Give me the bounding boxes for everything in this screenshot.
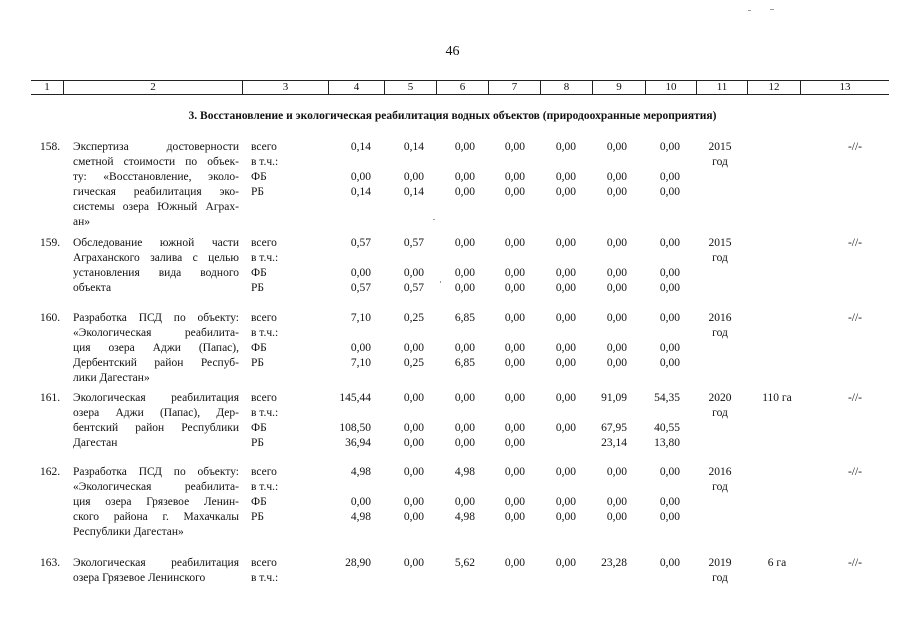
value-cell: 0,00: [659, 342, 680, 354]
value-cell: 0,00: [555, 141, 576, 153]
value-cell: 0,00: [606, 237, 627, 249]
column-header-1: 1: [44, 81, 50, 93]
description-line: объекта: [73, 282, 112, 294]
funding-label: ФБ: [251, 171, 267, 183]
column-header-4: 4: [328, 81, 384, 94]
funding-label: всего: [251, 141, 277, 153]
value-cell: [311, 251, 371, 266]
description-line: озера Аджи (Папас), Дер-: [73, 407, 239, 419]
value-cell: 0,00: [555, 186, 576, 198]
funding-label: в т.ч.:: [251, 572, 279, 584]
completion-year: [700, 236, 740, 266]
funding-label: РБ: [251, 357, 264, 369]
value-cell: 0,00: [659, 312, 680, 324]
value-cell: 6,85: [454, 357, 475, 369]
value-column-4: [311, 236, 371, 296]
value-cell: 0,00: [454, 437, 475, 449]
record-description: [73, 556, 239, 586]
value-cell: 0,57: [350, 282, 371, 294]
section-title: 3. Восстановление и экологическая реабилитация водных объектов (природоохранные мероприятия): [188, 110, 717, 122]
value-cell: 0,57: [350, 237, 371, 249]
value-cell: 0,00: [606, 357, 627, 369]
description-line: системы озера Южный Аграх-: [73, 201, 239, 213]
value-cell: 0,00: [555, 282, 576, 294]
year-line: 2016: [708, 312, 732, 324]
column-header-7: 7: [488, 81, 540, 94]
value-column-9: [567, 236, 627, 296]
year-line: 2020: [708, 392, 732, 404]
value-cell: 0,00: [350, 171, 371, 183]
value-cell: 0,00: [403, 466, 424, 478]
funding-label: РБ: [251, 186, 264, 198]
value-cell: 0,00: [504, 267, 525, 279]
value-cell: 0,00: [606, 466, 627, 478]
value-cell: [620, 326, 680, 341]
value-cell: 0,00: [606, 186, 627, 198]
value-cell: [620, 251, 680, 266]
value-column-10: [620, 465, 680, 525]
value-cell: 5,62: [454, 557, 475, 569]
funding-label: РБ: [251, 437, 264, 449]
year-line: 2016: [708, 466, 732, 478]
value-column-9: [567, 311, 627, 371]
description-line: лики Дагестан»: [73, 372, 150, 384]
value-column-10: [620, 556, 680, 571]
value-cell: 0,00: [555, 511, 576, 523]
value-cell: 0,00: [606, 141, 627, 153]
description-line: ту: «Восстановление, эколо-: [73, 171, 239, 183]
value-column-9: [567, 465, 627, 525]
value-cell: 7,10: [350, 312, 371, 324]
value-cell: 0,00: [555, 237, 576, 249]
funding-label: всего: [251, 392, 277, 404]
completion-year: [700, 140, 740, 170]
executor: -//-: [847, 557, 862, 569]
value-cell: 23,28: [601, 557, 627, 569]
column-header-5: 5: [384, 81, 436, 94]
description-line: Экспертиза достоверности: [73, 141, 239, 153]
value-cell: 0,00: [555, 557, 576, 569]
description-line: Обследование южной части: [73, 237, 239, 249]
value-cell: 0,00: [403, 511, 424, 523]
value-cell: 108,50: [339, 422, 371, 434]
value-cell: 0,00: [454, 171, 475, 183]
value-cell: [567, 406, 627, 421]
value-cell: [620, 406, 680, 421]
value-cell: 0,00: [504, 437, 525, 449]
value-cell: 0,00: [454, 237, 475, 249]
value-cell: 0,00: [555, 466, 576, 478]
value-cell: 0,00: [504, 466, 525, 478]
scan-speck: [433, 219, 435, 220]
column-header-3: 3: [242, 81, 328, 94]
value-cell: 0,00: [555, 392, 576, 404]
year-line: год: [712, 407, 728, 419]
value-cell: 13,80: [654, 437, 680, 449]
value-cell: 0,00: [504, 511, 525, 523]
value-cell: 0,25: [403, 357, 424, 369]
description-line: бентский район Республики: [73, 422, 239, 434]
capacity: 110 га: [762, 392, 792, 404]
completion-year: [700, 311, 740, 341]
value-cell: 67,95: [601, 422, 627, 434]
year-line: год: [712, 327, 728, 339]
funding-label: в т.ч.:: [251, 407, 279, 419]
column-header-6: 6: [436, 81, 488, 94]
value-cell: 0,00: [659, 171, 680, 183]
value-column-4: [311, 311, 371, 371]
description-line: Экологическая реабилитация: [73, 392, 239, 404]
record-number: 160.: [40, 312, 61, 324]
funding-label: РБ: [251, 511, 264, 523]
value-cell: [567, 326, 627, 341]
column-header-2: 2: [63, 81, 242, 94]
value-cell: 0,00: [606, 496, 627, 508]
value-cell: 0,00: [606, 342, 627, 354]
value-cell: 0,00: [659, 282, 680, 294]
value-cell: 0,00: [659, 267, 680, 279]
record-description: [73, 465, 239, 540]
record-description: [73, 391, 239, 451]
funding-label: всего: [251, 237, 277, 249]
record-description: [73, 236, 239, 296]
value-cell: 0,00: [403, 267, 424, 279]
value-cell: 0,00: [504, 186, 525, 198]
completion-year: [700, 465, 740, 495]
value-cell: 7,10: [350, 357, 371, 369]
funding-labels: [251, 391, 301, 451]
value-cell: 0,00: [454, 141, 475, 153]
value-cell: 0,14: [403, 141, 424, 153]
column-header-8: 8: [540, 81, 592, 94]
executor: -//-: [847, 237, 862, 249]
value-cell: 0,00: [504, 342, 525, 354]
value-cell: 0,00: [555, 312, 576, 324]
value-cell: [311, 326, 371, 341]
value-cell: 40,55: [654, 422, 680, 434]
value-cell: 0,00: [555, 422, 576, 434]
value-cell: 0,00: [555, 496, 576, 508]
value-cell: [567, 155, 627, 170]
value-cell: 0,00: [454, 267, 475, 279]
year-line: год: [712, 572, 728, 584]
scan-speck: [748, 10, 751, 11]
value-cell: 0,00: [504, 357, 525, 369]
value-cell: 0,00: [403, 392, 424, 404]
value-cell: 36,94: [345, 437, 371, 449]
value-cell: 0,00: [555, 342, 576, 354]
value-column-10: [620, 236, 680, 296]
column-header-13: 13: [800, 81, 889, 94]
value-column-4: [311, 556, 371, 571]
value-cell: 0,00: [403, 557, 424, 569]
value-cell: 0,00: [606, 267, 627, 279]
value-cell: [567, 251, 627, 266]
description-line: установления вида водного: [73, 267, 239, 279]
funding-labels: [251, 556, 301, 586]
value-cell: 0,00: [659, 357, 680, 369]
value-column-10: [620, 391, 680, 451]
value-cell: 0,00: [555, 267, 576, 279]
record-description: [73, 311, 239, 386]
value-cell: 0,00: [454, 392, 475, 404]
value-cell: 4,98: [350, 511, 371, 523]
value-cell: 0,14: [350, 141, 371, 153]
value-cell: 0,00: [504, 422, 525, 434]
executor: -//-: [847, 392, 862, 404]
value-cell: 0,00: [350, 496, 371, 508]
value-cell: 0,00: [659, 511, 680, 523]
value-cell: 0,57: [403, 237, 424, 249]
value-cell: 0,00: [504, 392, 525, 404]
value-cell: 0,25: [403, 312, 424, 324]
value-cell: 145,44: [339, 392, 371, 404]
value-column-10: [620, 311, 680, 371]
funding-labels: [251, 311, 301, 371]
value-cell: 4,98: [454, 511, 475, 523]
year-line: год: [712, 252, 728, 264]
value-cell: 0,00: [606, 171, 627, 183]
description-line: сметной стоимости по объек-: [73, 156, 239, 168]
executor: -//-: [847, 141, 862, 153]
description-line: «Экологическая реабилита-: [73, 327, 239, 339]
value-cell: 0,00: [504, 237, 525, 249]
value-cell: 0,00: [555, 357, 576, 369]
value-cell: 0,00: [659, 466, 680, 478]
record-number: 161.: [40, 392, 61, 404]
value-cell: 0,00: [659, 496, 680, 508]
column-header-row: [31, 80, 889, 95]
scan-speck: [440, 281, 441, 283]
value-cell: 23,14: [601, 437, 627, 449]
value-cell: 0,00: [403, 342, 424, 354]
description-line: Разработка ПСД по объекту:: [73, 466, 239, 478]
value-cell: 91,09: [601, 392, 627, 404]
funding-label: ФБ: [251, 342, 267, 354]
value-column-4: [311, 391, 371, 451]
value-cell: [311, 480, 371, 495]
record-number: 158.: [40, 141, 61, 153]
value-cell: 0,00: [454, 186, 475, 198]
value-cell: 0,00: [350, 267, 371, 279]
scan-speck: [770, 9, 774, 10]
value-column-9: [567, 391, 627, 451]
value-cell: 0,00: [454, 422, 475, 434]
value-cell: 0,14: [350, 186, 371, 198]
value-column-9: [567, 140, 627, 200]
funding-labels: [251, 140, 301, 200]
funding-label: ФБ: [251, 496, 267, 508]
funding-label: РБ: [251, 282, 264, 294]
value-cell: [620, 480, 680, 495]
description-line: Республики Дагестан»: [73, 526, 184, 538]
completion-year: [700, 391, 740, 421]
value-cell: 0,00: [659, 557, 680, 569]
value-cell: 0,00: [403, 171, 424, 183]
value-cell: 0,00: [454, 496, 475, 508]
description-line: Разработка ПСД по объекту:: [73, 312, 239, 324]
value-cell: [311, 155, 371, 170]
description-line: гическая реабилитация эко-: [73, 186, 239, 198]
description-line: ция озера Грязевое Ленин-: [73, 496, 239, 508]
value-cell: 0,00: [606, 282, 627, 294]
description-line: ция озера Аджи (Папас),: [73, 342, 239, 354]
value-cell: 0,14: [403, 186, 424, 198]
column-header-11: 11: [696, 81, 747, 94]
year-line: 2019: [708, 557, 732, 569]
record-number: 162.: [40, 466, 61, 478]
value-cell: 0,00: [454, 342, 475, 354]
funding-label: в т.ч.:: [251, 481, 279, 493]
record-number: 163.: [40, 557, 61, 569]
funding-labels: [251, 465, 301, 525]
value-cell: [620, 155, 680, 170]
value-cell: [567, 480, 627, 495]
value-cell: 0,00: [403, 437, 424, 449]
value-column-9: [567, 556, 627, 571]
funding-label: ФБ: [251, 267, 267, 279]
funding-label: всего: [251, 557, 277, 569]
capacity: 6 га: [767, 557, 787, 569]
value-cell: 0,00: [504, 496, 525, 508]
completion-year: [700, 556, 740, 586]
value-cell: 6,85: [454, 312, 475, 324]
column-header-9: 9: [592, 81, 645, 94]
funding-labels: [251, 236, 301, 296]
record-description: [73, 140, 239, 230]
value-cell: 0,00: [350, 342, 371, 354]
funding-label: в т.ч.:: [251, 156, 279, 168]
value-cell: 0,00: [504, 141, 525, 153]
value-cell: 0,00: [659, 237, 680, 249]
funding-label: в т.ч.:: [251, 327, 279, 339]
funding-label: ФБ: [251, 422, 267, 434]
executor: -//-: [847, 312, 862, 324]
value-cell: [311, 406, 371, 421]
value-cell: 0,00: [606, 312, 627, 324]
description-line: Аграханского залива с целью: [73, 252, 239, 264]
value-cell: 0,00: [504, 312, 525, 324]
executor: -//-: [847, 466, 862, 478]
description-line: озера Грязевое Ленинского: [73, 572, 206, 584]
funding-label: всего: [251, 466, 277, 478]
column-header-10: 10: [645, 81, 696, 94]
value-column-4: [311, 465, 371, 525]
value-cell: 0,00: [504, 557, 525, 569]
value-cell: 0,00: [454, 282, 475, 294]
value-cell: 0,00: [555, 171, 576, 183]
value-column-10: [620, 140, 680, 200]
description-line: «Экологическая реабилита-: [73, 481, 239, 493]
description-line: Экологическая реабилитация: [73, 557, 239, 569]
year-line: 2015: [708, 141, 732, 153]
value-column-4: [311, 140, 371, 200]
year-line: 2015: [708, 237, 732, 249]
value-cell: 54,35: [654, 392, 680, 404]
value-cell: 0,00: [659, 186, 680, 198]
value-cell: 0,00: [504, 282, 525, 294]
column-header-12: 12: [747, 81, 800, 94]
description-line: ского района г. Махачкалы: [73, 511, 239, 523]
value-cell: 28,90: [345, 557, 371, 569]
year-line: год: [712, 481, 728, 493]
funding-label: всего: [251, 312, 277, 324]
page-number: 46: [445, 44, 460, 59]
year-line: год: [712, 156, 728, 168]
description-line: ан»: [73, 216, 91, 228]
value-cell: 0,57: [403, 282, 424, 294]
value-cell: 0,00: [403, 496, 424, 508]
value-cell: 0,00: [504, 171, 525, 183]
record-number: 159.: [40, 237, 61, 249]
description-line: Дагестан: [73, 437, 118, 449]
description-line: Дербентский район Респуб-: [73, 357, 239, 369]
value-cell: 4,98: [454, 466, 475, 478]
value-cell: 0,00: [403, 422, 424, 434]
value-cell: 0,00: [659, 141, 680, 153]
value-cell: 4,98: [350, 466, 371, 478]
funding-label: в т.ч.:: [251, 252, 279, 264]
value-cell: 0,00: [606, 511, 627, 523]
